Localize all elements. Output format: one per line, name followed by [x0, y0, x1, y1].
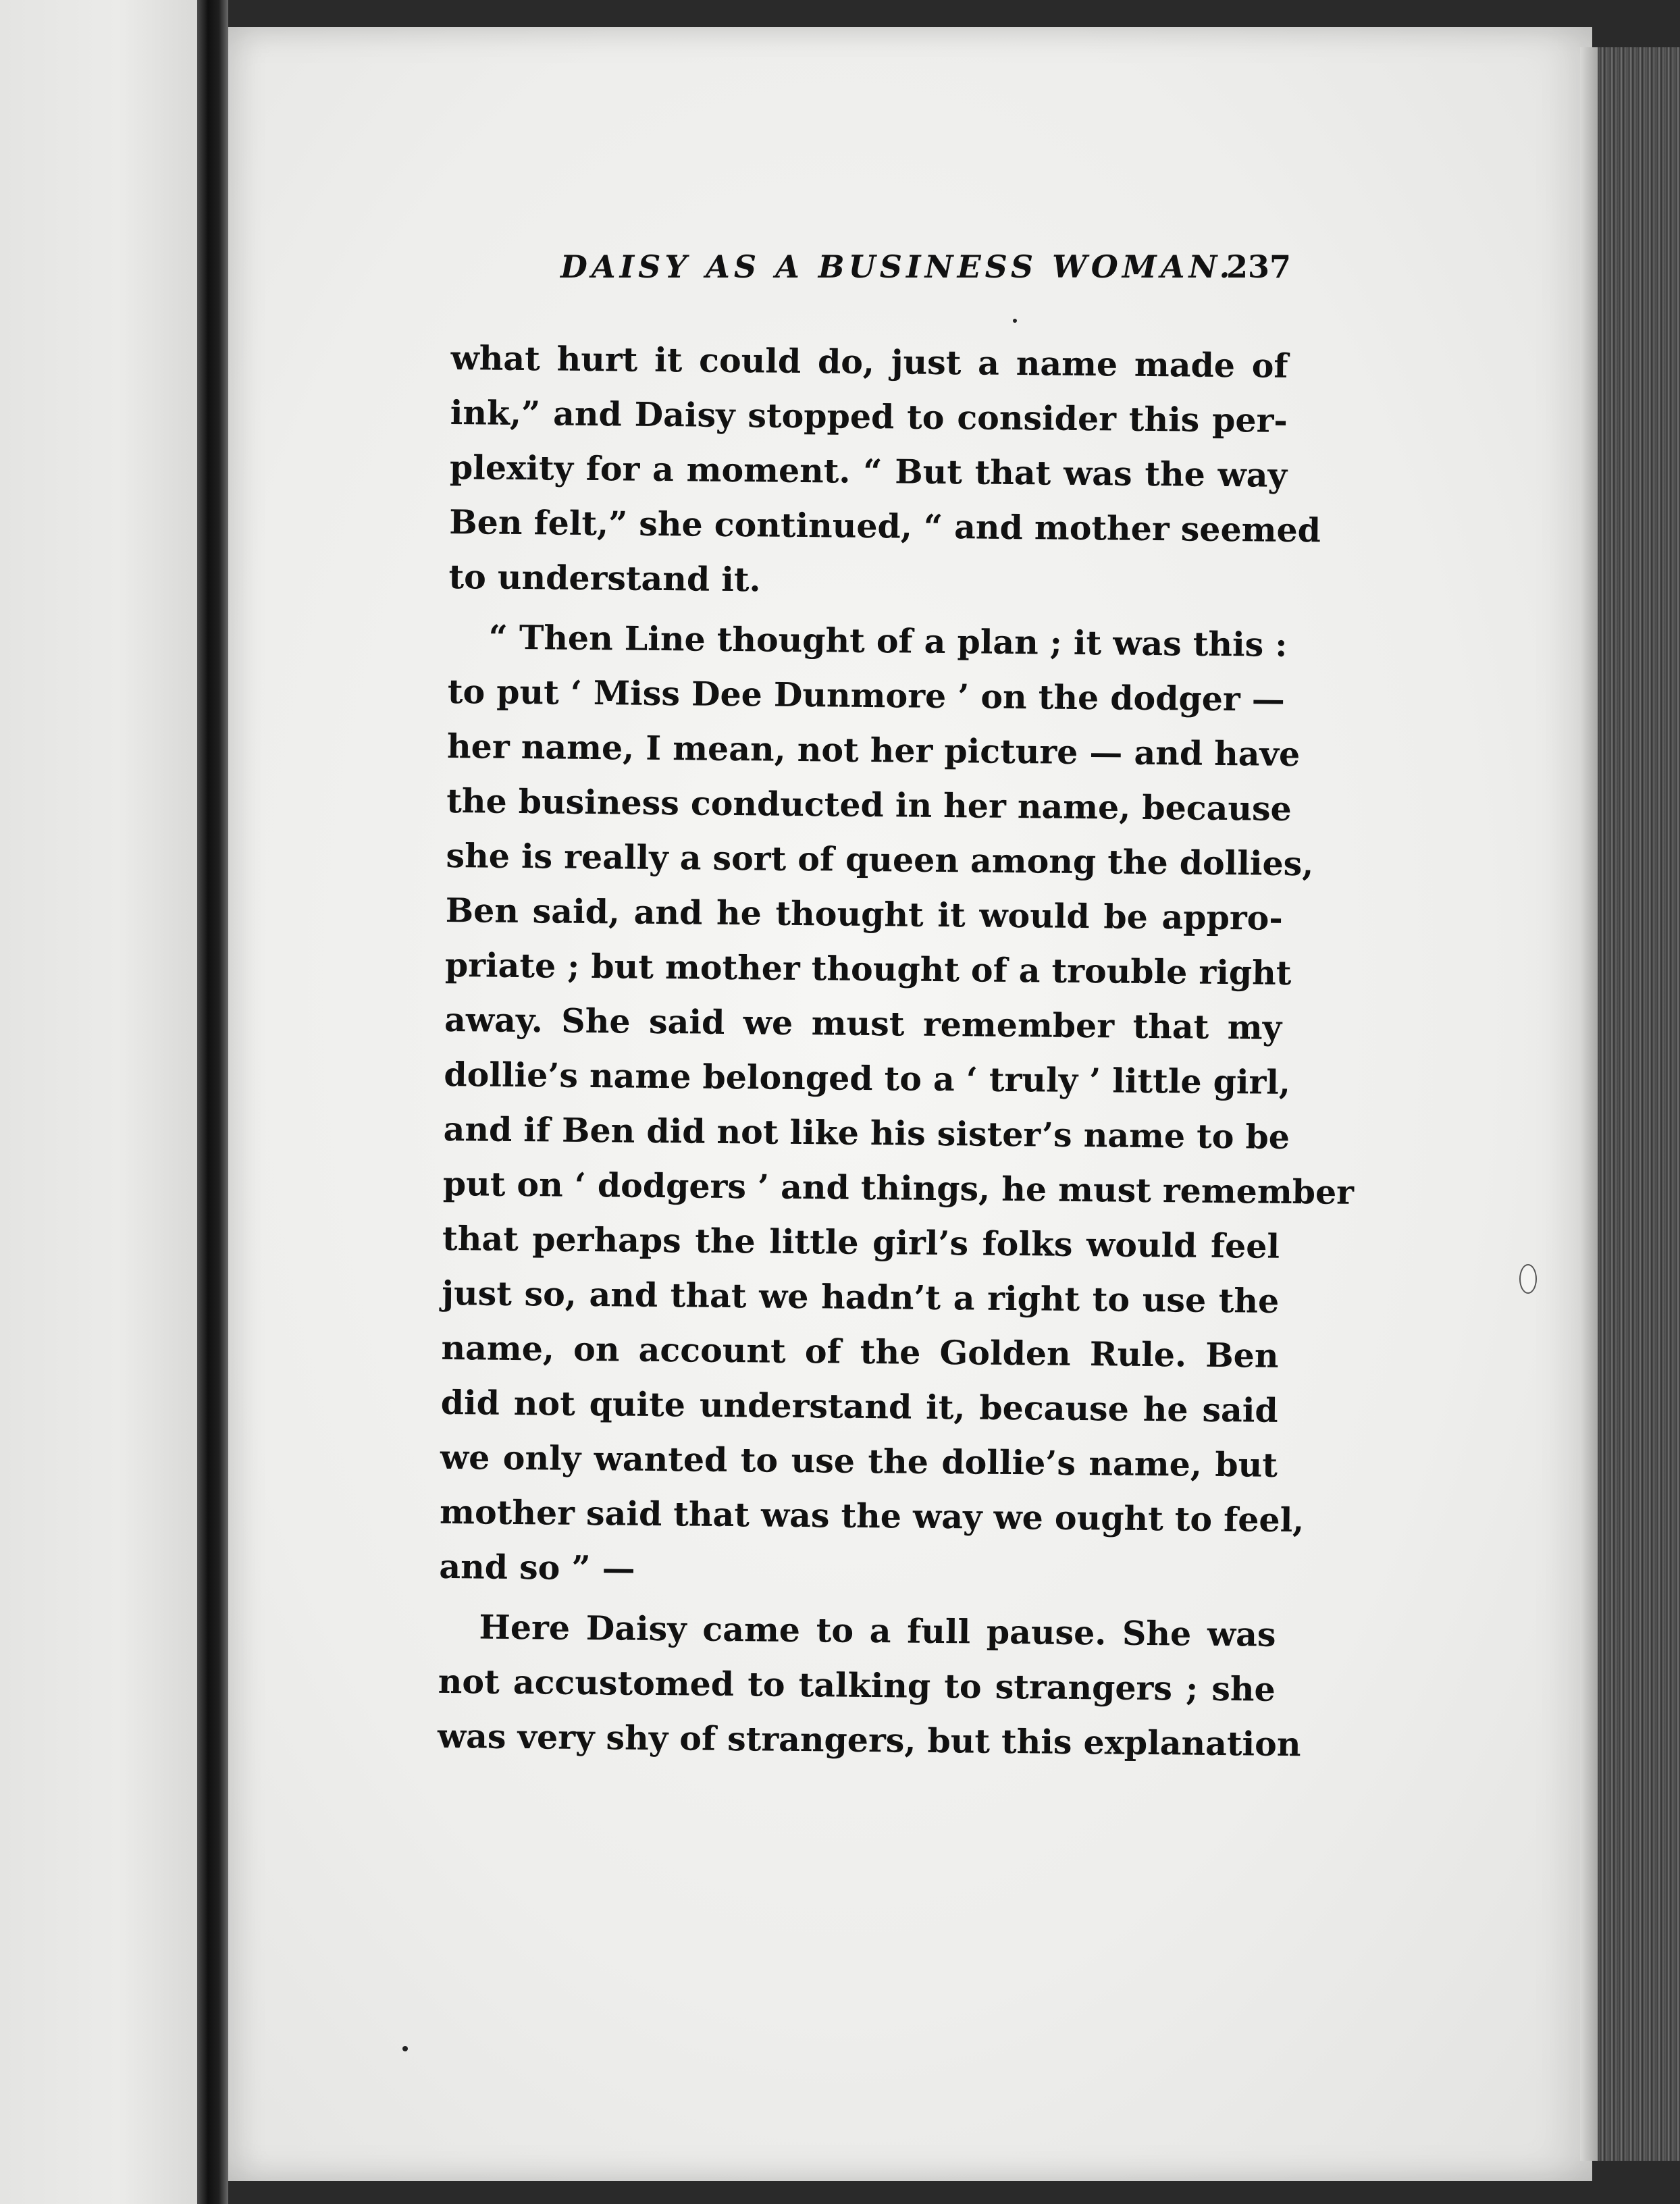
- text-line: her name, I mean, not her picture — and have: [446, 726, 1301, 775]
- text-line: away. She said we must remember that my: [444, 999, 1282, 1047]
- text-line: to put ‘ Miss Dee Dunmore ’ on the dodger —: [447, 671, 1286, 719]
- text-line: and so ” —: [439, 1546, 635, 1588]
- text-line: she is really a sort of queen among the dollies,: [446, 835, 1314, 884]
- text-line: plexity for a moment. “ But that was the way: [449, 447, 1288, 495]
- text-line: “ Then Line thought of a plan ; it was this :: [488, 617, 1288, 664]
- paragraph: [448, 331, 1321, 612]
- text-line: did not quite understand it, because he said: [440, 1382, 1278, 1430]
- text-line: name, on account of the Golden Rule. Ben: [441, 1328, 1279, 1375]
- text-line: priate ; but mother thought of a trouble right: [444, 945, 1292, 993]
- text-line: and if Ben did not like his sister’s name to be: [443, 1109, 1290, 1157]
- ink-speck: [1519, 1264, 1537, 1294]
- ink-speck: [402, 2046, 408, 2051]
- paragraph: [437, 1600, 1301, 1772]
- facing-page: [0, 0, 197, 2204]
- text-line: that perhaps the little girl’s folks would feel: [442, 1218, 1280, 1266]
- text-line: not accustomed to talking to strangers ; she: [438, 1661, 1276, 1709]
- text-line: we only wanted to use the dollie’s name, but: [440, 1437, 1278, 1485]
- text-line: was very shy of strangers, but this explanation: [437, 1716, 1301, 1764]
- text-line: put on ‘ dodgers ’ and things, he must remember: [442, 1163, 1355, 1212]
- ink-speck: [1013, 319, 1017, 323]
- binding-gutter: [197, 0, 228, 2204]
- text-line: Here Daisy came to a full pause. She was: [479, 1607, 1276, 1654]
- text-line: just so, and that we hadn’t a right to use the: [442, 1273, 1280, 1321]
- running-head: [560, 248, 1291, 296]
- paragraph: [439, 610, 1355, 1602]
- text-line: ink,” and Daisy stopped to consider this per-: [450, 392, 1288, 440]
- page-number: 237: [1226, 248, 1291, 285]
- body-text: [437, 331, 1355, 1772]
- text-line: to understand it.: [448, 556, 761, 600]
- text-line: Ben said, and he thought it would be appro-: [445, 890, 1283, 938]
- running-title: DAISY AS A BUSINESS WOMAN.: [560, 248, 1234, 285]
- page-edges: [1580, 47, 1680, 2161]
- text-line: dollie’s name belonged to a ‘ truly ’ little girl,: [444, 1054, 1291, 1102]
- text-line: the business conducted in her name, because: [446, 781, 1292, 829]
- text-line: Ben felt,” she continued, “ and mother seemed: [449, 502, 1321, 550]
- text-line: mother said that was the way we ought to feel,: [439, 1492, 1305, 1540]
- text-line: what hurt it could do, just a name made of: [450, 338, 1288, 386]
